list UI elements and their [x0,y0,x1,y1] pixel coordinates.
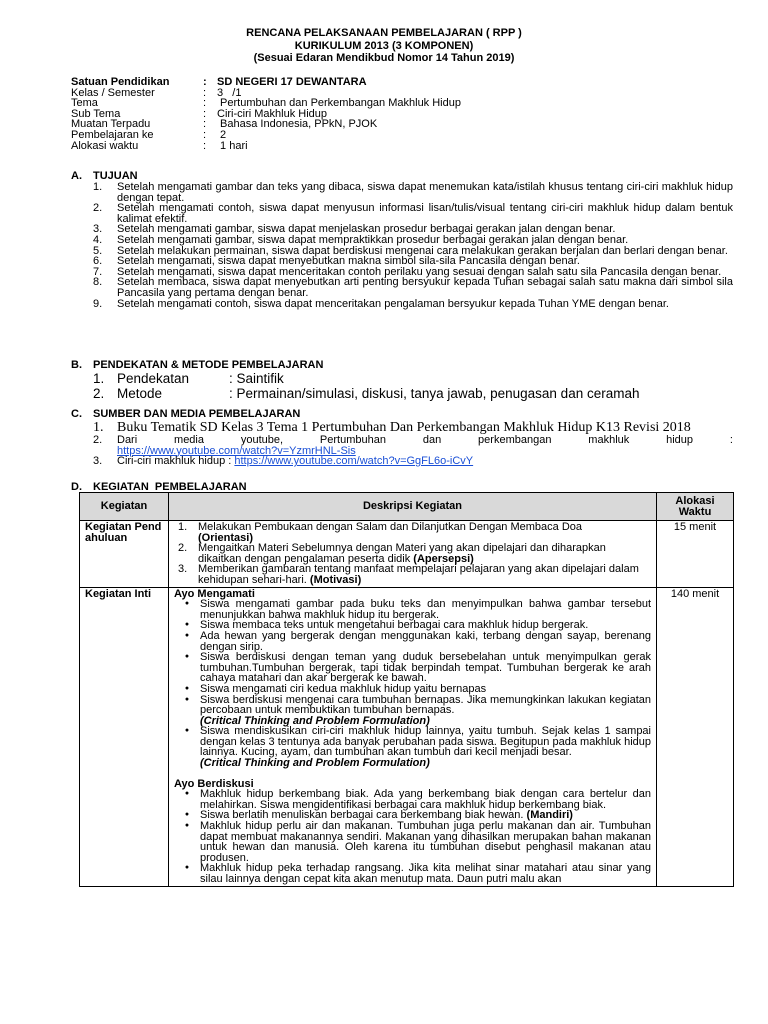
kegiatan-table [79,492,734,887]
list-item: 6. Setelah mengamati, siswa dapat menyebutkan makna simbol sila-sila Pancasila dengan benar. [93,255,580,268]
list-item: 2. Metode : Permainan/simulasi, diskusi, tanya jawab, penugasan dan ceramah [93,386,640,401]
info-row: Satuan Pendidikan : SD NEGERI 17 DEWANTARA [71,76,367,88]
list-item: 2. Mengaitkan Materi Sebelumnya dengan Materi yang akan dipelajari dan diharapkan dikaitkan dengan pengalaman peserta didik (Apersepsi) [178,542,606,565]
info-value: 1 hari [217,139,248,152]
list-item: 9. Setelah mengamati contoh, siswa dapat menceritakan pengalaman bersyukur kepada Tuhan YME dengan benar. [93,297,669,310]
info-label: Kelas / Semester [71,86,155,99]
info-row: Tema : Pertumbuhan dan Perkembangan Makhluk Hidup [71,97,461,110]
info-label: Satuan Pendidikan [71,76,170,88]
list-item: 1. Buku Tematik SD Kelas 3 Tema 1 Pertumbuhan Dan Perkembangan Makhluk Hidup K13 Revisi 2018 [93,420,691,435]
list-item: ● Ada hewan yang bergerak dengan menggunakan kaki, terbang dengan sayap, berenang dengan sirip. [184,629,651,653]
header-curriculum: KURIKULUM 2013 (3 KOMPONEN) [294,39,474,52]
alokasi-inti: 140 menit [657,587,734,886]
header-alokasi: Alokasi Waktu [657,493,734,521]
info-value: 2 [217,128,227,141]
list-item: 3. Setelah mengamati gambar, siswa dapat menjelaskan prosedur berbagai gerakan jalan dengan benar. [93,223,616,236]
tujuan-list [93,182,733,309]
info-row: Pembelajaran ke : 2 [71,128,227,141]
list-item: ● Siswa mengamati gambar pada buku teks dan menyimpulkan bahwa gambar tersebut menunjukkan bahwa makhluk hidup itu bergerak. [184,598,651,621]
list-item: 1. Pendekatan : Saintifik [93,371,284,386]
info-row: Sub Tema : Ciri-ciri Makhluk Hidup [71,107,328,120]
section-title-tujuan: A. TUJUAN [71,170,138,182]
sumber-list [93,420,733,467]
list-item: 2. Setelah mengamati contoh, siswa dapat menyusun informasi lisan/tulis/visual tentang ciri-ciri makhluk hidup dalam bentuk kalimat efektif. [93,202,733,225]
list-item: ● Makhluk hidup berkembang biak. Ada yang berkembang biak dengan cara bertelur dan melahirkan. Siswa mengidentifikasi berbagai cara makhluk hidup berkembang biak. [184,788,651,811]
info-label: Muatan Terpadu [71,118,151,131]
identity-info [71,77,461,151]
youtube-link-pertumbuhan[interactable]: https://www.youtube.com/watch?v=YzmrHNL-Sis [117,444,356,457]
info-value: 3 /1 [217,86,242,99]
info-row: Alokasi waktu : 1 hari [71,139,248,152]
section-title-kegiatan: D. KEGIATAN PEMBELAJARAN [71,481,247,493]
list-item: ● Makhluk hidup peka terhadap rangsang. Jika kita melihat sinar matahari atau sinar yang silau lainnya dengan cepat kita akan menutup mata. Daun putri malu akan [184,862,651,885]
info-value: Pertumbuhan dan Perkembangan Makhluk Hidup [217,97,461,110]
list-item: 5. Setelah melakukan permainan, siswa dapat berdiskusi mengenai cara melakukan gerakan berjalan dan berlari dengan benar. [93,244,728,257]
deskripsi-pendahuluan [169,521,657,588]
list-item: ● Siswa berlatih menuliskan berbagai cara berkembang biak hewan. (Mandiri) [184,809,573,822]
list-item: ● Siswa berdiskusi mengenai cara tumbuhan bernapas. Jika memungkinkan lakukan kegiatan percobaan untuk membuktikan tumbuhan bernapas. [184,693,651,717]
critical-thinking-tag: (Critical Thinking and Problem Formulation) [200,714,430,727]
list-item: ● Siswa mengamati ciri kedua makhluk hidup yaitu bernapas [184,682,487,695]
info-label: Sub Tema [71,107,121,120]
list-item: 7. Setelah mengamati, siswa dapat menceritakan contoh perilaku yang sesuai dengan salah satu sila Pancasila dengan benar. [93,265,722,278]
table-row [80,521,734,588]
info-row: Muatan Terpadu : Bahasa Indonesia, PPkN, PJOK [71,118,378,131]
deskripsi-inti [169,587,657,886]
list-item: 4. Setelah mengamati gambar, siswa dapat mempraktikkan prosedur berbagai gerakan jalan dengan benar. [93,233,629,246]
table-row [80,587,734,886]
list-item: 3. Ciri-ciri makhluk hidup : https://www.youtube.com/watch?v=GgFL6o-iCvY [93,455,474,468]
info-label: Tema [71,97,98,110]
list-item: 2. Dari media youtube, Pertumbuhan dan perkembangan makhluk hidup : https://www.youtube.com/watch?v=YzmrHNL-Sis [93,434,733,457]
list-item: ● Siswa mendiskusikan ciri-ciri makhluk hidup lainnya, yaitu tumbuh. Sejak kelas 1 sampai dengan kelas 3 tentunya ada banyak perubahan pada siswa. Begitupun pada makhluk hidup lainnya. Kucing, ayam, dan tumbuhan akan tumbuh dari kecil menjadi besar. [184,725,651,759]
info-label: Pembelajaran ke [71,128,154,141]
header-deskripsi: Deskripsi Kegiatan [169,493,657,521]
youtube-link-ciri-ciri[interactable]: https://www.youtube.com/watch?v=GgFL6o-iCvY [234,455,474,468]
subheading-ayo-mengamati: Ayo Mengamati [174,587,255,600]
document-header [0,27,768,65]
list-item: ● Makhluk hidup perlu air dan makanan. Tumbuhan juga perlu makanan dan air. Tumbuhan dapat membuat makanannya sendiri. Makanan yang dihasilkan merupakan bahan makanan untuk hewan dan manusia. Oleh karena itu tumbuhan disebut penghasil makanan atau produsen. [184,820,651,864]
header-kegiatan: Kegiatan [80,493,169,521]
list-item: 1. Setelah mengamati gambar dan teks yang dibaca, siswa dapat menemukan kata/istilah khusus tentang ciri-ciri makhluk hidup dengan tepat. [93,181,733,204]
row-label-pendahuluan: Kegiatan Pendahuluan [80,521,169,588]
list-item: ● Siswa membaca teks untuk mengetahui berbagai cara makhluk hidup bergerak. [184,619,589,632]
info-value: Bahasa Indonesia, PPkN, PJOK [217,118,378,131]
critical-thinking-tag: (Critical Thinking and Problem Formulation) [200,757,430,770]
list-item: ● Siswa berdiskusi dengan teman yang duduk bersebelahan untuk menyimpulkan gerak tumbuhan.Tumbuhan bergerak, tapi tidak berpindah tempat. Tumbuhan bergerak ke arah cahaya matahari dan akar bergerak ke bawah. [184,651,651,685]
alokasi-pendahuluan: 15 menit [657,521,734,588]
row-label-inti: Kegiatan Inti [80,587,169,886]
subheading-ayo-berdiskusi: Ayo Berdiskusi [174,777,254,790]
list-item: 3. Memberikan gambaran tentang manfaat mempelajari pelajaran yang akan dipelajari dalam kehidupan sehari-hari. (Motivasi) [178,563,639,586]
info-row: Kelas / Semester : 3 /1 [71,86,242,99]
table-header-row [80,493,734,521]
section-title-pendekatan: B. PENDEKATAN & METODE PEMBELAJARAN [71,359,324,371]
header-reference: (Sesuai Edaran Mendikbud Nomor 14 Tahun 2019) [253,52,515,64]
list-item: 1. Melakukan Pembukaan dengan Salam dan Dilanjutkan Dengan Membaca Doa (Orientasi) [178,521,583,544]
list-item: 8. Setelah membaca, siswa dapat menyebutkan arti penting bersyukur kepada Tuhan sebagai salah satu makna dari simbol sila Pancasila yang pertama dengan benar. [93,276,733,299]
info-value: SD NEGERI 17 DEWANTARA [217,76,367,88]
info-value: Ciri-ciri Makhluk Hidup [217,107,328,120]
section-title-sumber: C. SUMBER DAN MEDIA PEMBELAJARAN [71,408,301,420]
header-title: RENCANA PELAKSANAAN PEMBELAJARAN ( RPP ) [246,27,522,39]
pendekatan-list [93,371,639,401]
info-label: Alokasi waktu [71,139,139,152]
